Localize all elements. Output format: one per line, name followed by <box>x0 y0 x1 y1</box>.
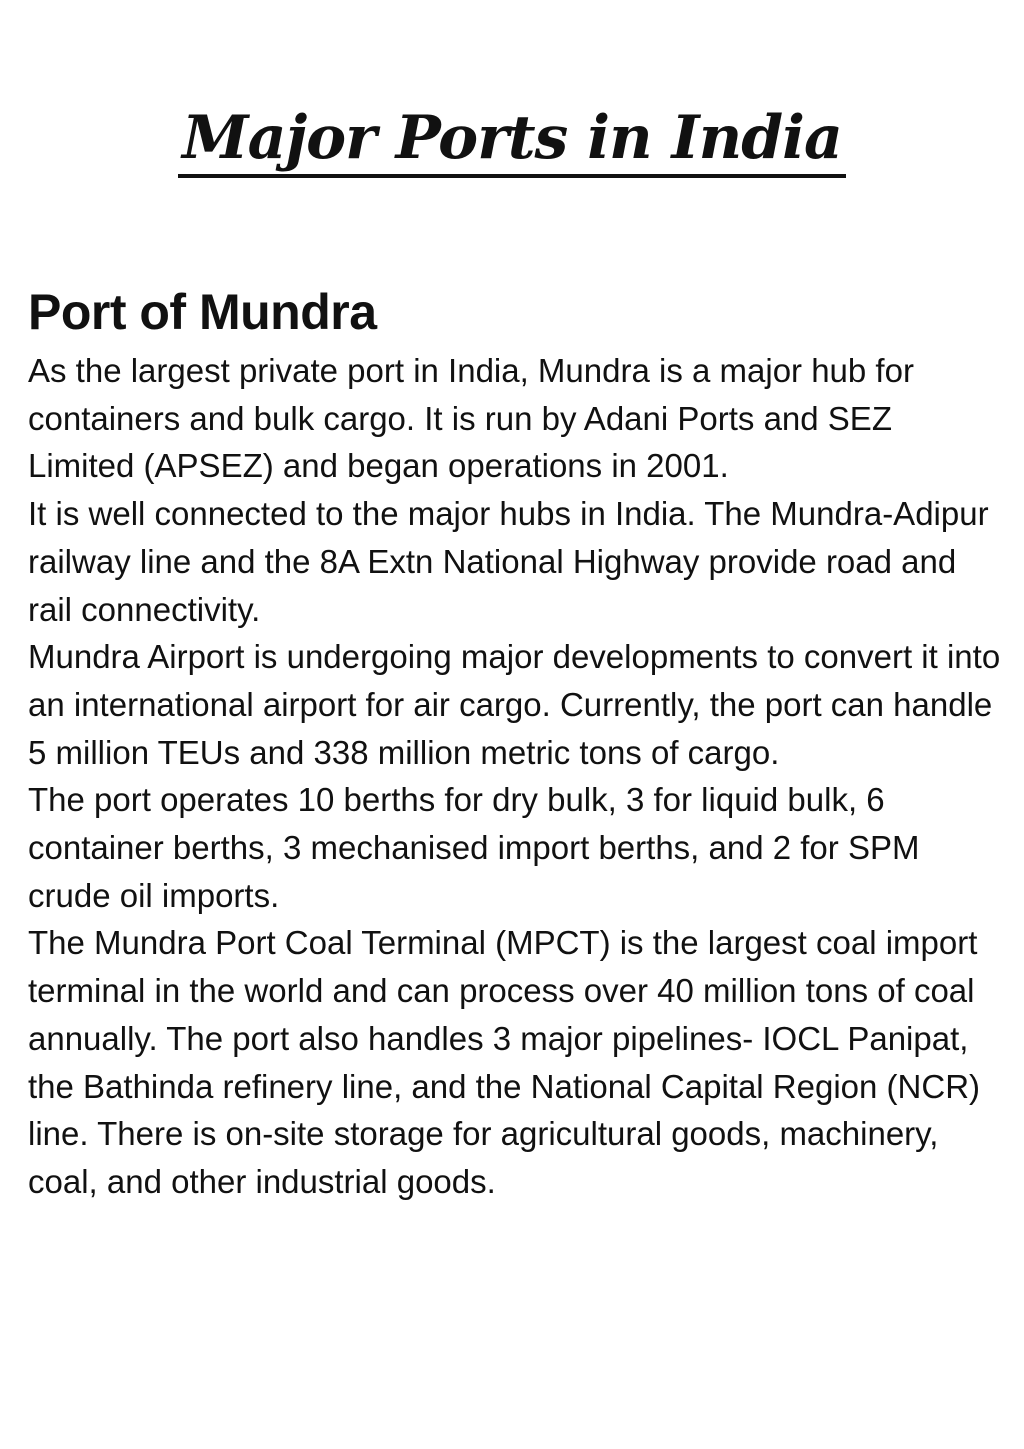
paragraph-connectivity: It is well connected to the major hubs in India. The Mundra-Adipur railway line and the 8A Extn National Highway provide road and rail connectivity. <box>28 495 989 628</box>
section-body <box>28 347 1003 1206</box>
section-heading: Port of Mundra <box>28 284 377 340</box>
page-title <box>0 98 1024 178</box>
page-title-text: Major Ports in India <box>178 102 846 178</box>
paragraph-airport-capacity: Mundra Airport is undergoing major developments to convert it into an international airport for air cargo. Currently, the port can handle 5 million TEUs and 338 million metric tons of cargo. <box>28 638 1001 771</box>
paragraph-overview: As the largest private port in India, Mundra is a major hub for containers and bulk cargo. It is run by Adani Ports and SEZ Limited (APSEZ) and began operations in 2001. <box>28 352 914 485</box>
paragraph-berths: The port operates 10 berths for dry bulk, 3 for liquid bulk, 6 container berths, 3 mechanised import berths, and 2 for SPM crude oil imports. <box>28 781 920 914</box>
paragraph-coal-terminal: The Mundra Port Coal Terminal (MPCT) is the largest coal import terminal in the world and can process over 40 million tons of coal annually. The port also handles 3 major pipelines- IOCL Panipat, the Bathinda refinery line, and the National Capital Region (NCR) line. There is on-site storage for agricultural goods, machinery, coal, and other industrial goods. <box>28 924 981 1200</box>
